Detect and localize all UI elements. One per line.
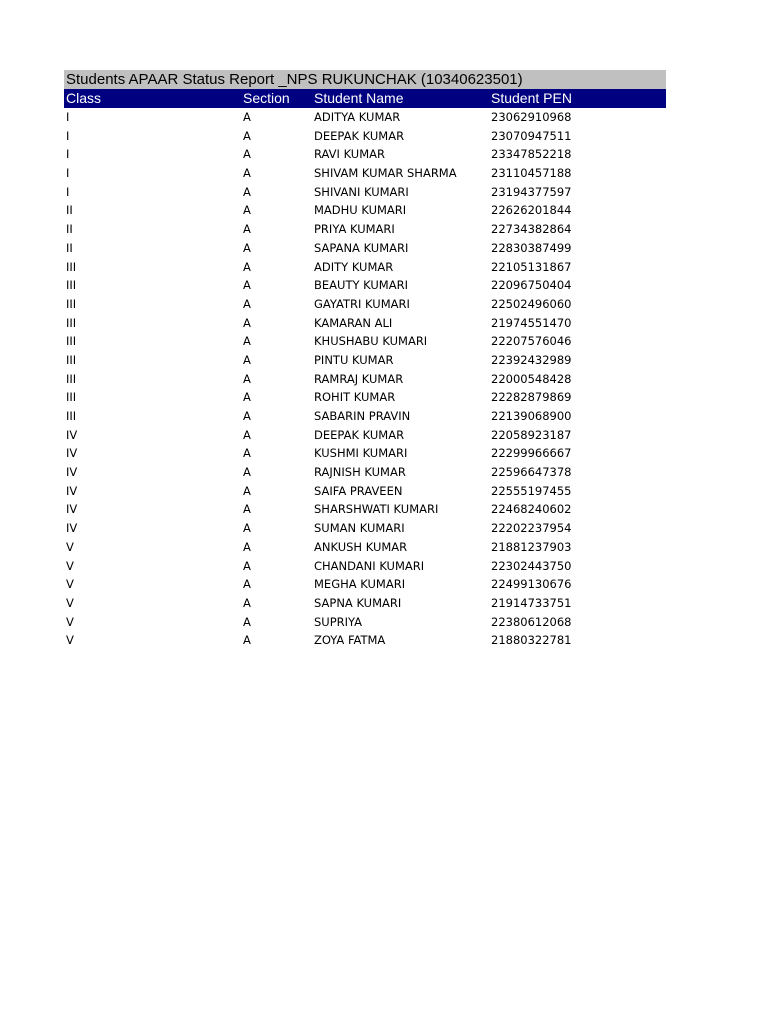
cell-section: A [243, 633, 251, 648]
cell-section: A [243, 465, 251, 480]
table-row [64, 426, 666, 445]
cell-student-name: SABARIN PRAVIN [314, 409, 411, 423]
cell-class: II [66, 203, 73, 218]
table-row [64, 538, 666, 557]
cell-class: IV [66, 483, 78, 498]
header-class: Class [66, 90, 102, 106]
cell-class: III [66, 259, 77, 274]
table-row [64, 258, 666, 277]
table-row [64, 201, 666, 220]
table-row [64, 183, 666, 202]
cell-student-name: SUMAN KUMARI [314, 521, 405, 536]
cell-class: V [66, 577, 74, 592]
cell-student-pen: 22502496060 [491, 296, 572, 311]
table-row [64, 314, 666, 333]
cell-student-pen: 22058923187 [491, 427, 572, 442]
header-student-name: Student Name [314, 90, 404, 106]
cell-student-name: CHANDANI KUMARI [314, 558, 425, 573]
cell-section: A [243, 203, 251, 218]
cell-student-name: SHIVAM KUMAR SHARMA [314, 166, 457, 181]
cell-class: IV [66, 502, 78, 517]
cell-student-name: KUSHMI KUMARI [314, 446, 408, 461]
table-row [64, 407, 666, 426]
table-row [64, 370, 666, 389]
cell-class: III [66, 334, 77, 349]
cell-section: A [243, 558, 251, 573]
cell-student-pen: 21881237903 [491, 539, 572, 554]
cell-section: A [243, 502, 251, 517]
cell-student-pen: 22299966667 [491, 446, 572, 461]
cell-section: A [243, 577, 251, 592]
cell-student-name: PRIYA KUMARI [314, 222, 395, 237]
cell-student-name: BEAUTY KUMARI [314, 278, 408, 293]
report-table [64, 70, 666, 650]
table-row [64, 164, 666, 183]
cell-section: A [243, 483, 251, 498]
table-row [64, 613, 666, 632]
cell-student-pen: 22105131867 [491, 259, 572, 274]
cell-class: V [66, 633, 74, 648]
header-section: Section [243, 90, 290, 106]
cell-section: A [243, 128, 251, 143]
cell-class: III [66, 296, 77, 311]
cell-student-pen: 22392432989 [491, 352, 572, 367]
table-row [64, 463, 666, 482]
table-row [64, 482, 666, 501]
cell-section: A [243, 110, 251, 124]
cell-class: III [66, 390, 77, 405]
cell-class: V [66, 558, 74, 573]
cell-student-pen: 22207576046 [491, 334, 572, 349]
cell-student-name: SUPRIYA [314, 614, 363, 629]
cell-section: A [243, 259, 251, 274]
cell-student-name: ADITYA KUMAR [314, 110, 401, 124]
cell-student-name: ANKUSH KUMAR [314, 539, 408, 554]
cell-section: A [243, 334, 251, 349]
table-row [64, 388, 666, 407]
cell-section: A [243, 446, 251, 461]
table-row [64, 557, 666, 576]
cell-student-name: SAIFA PRAVEEN [314, 483, 403, 498]
table-row [64, 519, 666, 538]
cell-section: A [243, 409, 251, 423]
cell-section: A [243, 296, 251, 311]
cell-student-name: RAVI KUMAR [314, 147, 385, 162]
cell-student-pen: 22499130676 [491, 577, 572, 592]
cell-section: A [243, 371, 251, 386]
cell-class: III [66, 409, 77, 423]
cell-student-name: PINTU KUMAR [314, 352, 394, 367]
table-body [64, 108, 666, 650]
cell-class: III [66, 371, 77, 386]
table-row [64, 276, 666, 295]
cell-section: A [243, 147, 251, 162]
cell-section: A [243, 184, 251, 199]
cell-class: IV [66, 427, 78, 442]
cell-section: A [243, 166, 251, 181]
cell-class: IV [66, 446, 78, 461]
cell-class: III [66, 278, 77, 293]
cell-student-name: MEGHA KUMARI [314, 577, 406, 592]
cell-class: V [66, 539, 74, 554]
table-row [64, 444, 666, 463]
cell-class: I [66, 110, 70, 124]
table-row [64, 239, 666, 258]
cell-student-name: SHIVANI KUMARI [314, 184, 409, 199]
cell-section: A [243, 222, 251, 237]
cell-student-name: ROHIT KUMAR [314, 390, 396, 405]
cell-student-pen: 21974551470 [491, 315, 572, 330]
cell-student-pen: 22596647378 [491, 465, 572, 480]
cell-student-name: SAPNA KUMARI [314, 595, 402, 610]
table-row [64, 332, 666, 351]
cell-class: IV [66, 521, 78, 536]
cell-student-name: RAJNISH KUMAR [314, 465, 406, 480]
cell-student-name: KAMARAN ALI [314, 315, 393, 330]
cell-student-pen: 21914733751 [491, 595, 572, 610]
cell-student-pen: 22202237954 [491, 521, 572, 536]
cell-student-pen: 22282879869 [491, 390, 572, 405]
cell-class: V [66, 595, 74, 610]
table-row [64, 295, 666, 314]
cell-class: III [66, 315, 77, 330]
cell-student-pen: 23194377597 [491, 184, 572, 199]
cell-student-name: MADHU KUMARI [314, 203, 407, 218]
cell-section: A [243, 390, 251, 405]
cell-class: II [66, 222, 73, 237]
table-row [64, 145, 666, 164]
cell-section: A [243, 278, 251, 293]
cell-student-pen: 22830387499 [491, 240, 572, 255]
table-row [64, 108, 666, 127]
cell-section: A [243, 427, 251, 442]
table-row [64, 500, 666, 519]
cell-student-pen: 22734382864 [491, 222, 572, 237]
cell-student-pen: 22626201844 [491, 203, 572, 218]
table-row [64, 220, 666, 239]
cell-student-pen: 22380612068 [491, 614, 572, 629]
table-header [64, 89, 666, 108]
table-row [64, 631, 666, 650]
cell-section: A [243, 315, 251, 330]
cell-class: I [66, 166, 70, 181]
cell-student-name: GAYATRI KUMARI [314, 296, 410, 311]
table-row [64, 594, 666, 613]
cell-section: A [243, 352, 251, 367]
cell-student-pen: 22096750404 [491, 278, 572, 293]
cell-class: V [66, 614, 74, 629]
cell-student-name: ADITY KUMAR [314, 259, 394, 274]
report-title: Students APAAR Status Report _NPS RUKUNCHAK (10340623501) [64, 70, 666, 89]
cell-section: A [243, 614, 251, 629]
cell-section: A [243, 521, 251, 536]
cell-student-pen: 23347852218 [491, 147, 572, 162]
cell-class: I [66, 128, 70, 143]
cell-student-name: RAMRAJ KUMAR [314, 371, 404, 386]
table-row [64, 575, 666, 594]
table-row [64, 127, 666, 146]
cell-section: A [243, 539, 251, 554]
cell-section: A [243, 595, 251, 610]
cell-student-pen: 22302443750 [491, 558, 572, 573]
cell-class: II [66, 240, 73, 255]
cell-student-pen: 22139068900 [491, 409, 572, 423]
cell-student-name: KHUSHABU KUMARI [314, 334, 428, 349]
cell-student-name: ZOYA FATMA [314, 633, 386, 648]
table-row [64, 351, 666, 370]
cell-class: I [66, 147, 70, 162]
cell-student-pen: 23062910968 [491, 110, 572, 124]
cell-class: IV [66, 465, 78, 480]
cell-student-pen: 22000548428 [491, 371, 572, 386]
cell-student-pen: 22468240602 [491, 502, 572, 517]
cell-class: III [66, 352, 77, 367]
cell-student-name: SAPANA KUMARI [314, 240, 409, 255]
cell-student-pen: 21880322781 [491, 633, 572, 648]
cell-student-pen: 23110457188 [491, 166, 572, 181]
cell-student-pen: 23070947511 [491, 128, 572, 143]
header-student-pen: Student PEN [491, 90, 572, 106]
cell-student-name: DEEPAK KUMAR [314, 427, 405, 442]
cell-student-name: DEEPAK KUMAR [314, 128, 405, 143]
cell-student-name: SHARSHWATI KUMARI [314, 502, 439, 517]
cell-student-pen: 22555197455 [491, 483, 572, 498]
cell-class: I [66, 184, 70, 199]
cell-section: A [243, 240, 251, 255]
